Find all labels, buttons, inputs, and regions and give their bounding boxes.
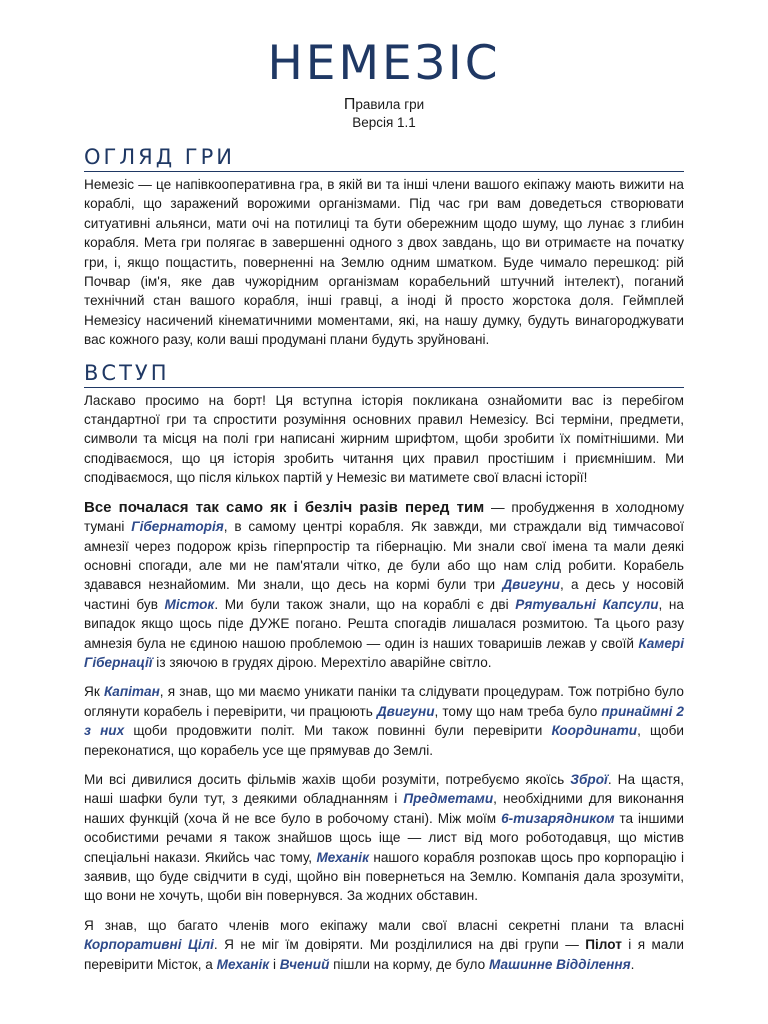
term-items: Предметами (403, 791, 494, 807)
text-run: — пробудження в холодному тумані (84, 499, 684, 535)
term-revolver: 6-тизарядником (501, 810, 615, 826)
text-run: щоби продовжити політ. Ми також повинні були перевірити (124, 723, 552, 739)
term-captain: Капітан (103, 684, 160, 700)
text-run: , необхідними для виконання наших функцій (хоча й не все було в робочому стані). Між моїм (84, 791, 684, 826)
section-heading-intro: ВСТУП (84, 361, 684, 388)
term-hibernation-chamber: Камері Гібернації (84, 635, 684, 670)
text-run: і (269, 956, 280, 972)
document-version: Версія 1.1 (352, 115, 416, 130)
story-paragraph-4 (84, 916, 684, 974)
text-run: Як (84, 684, 104, 700)
text-run: . Ми були також знали, що на кораблі є дві (214, 596, 516, 612)
subtitle-rest: равила гри (355, 97, 425, 112)
text-run: Я знав, що багато членів мого екіпажу мали свої власні секретні плани та власні (84, 917, 684, 933)
term-engines: Двигуни (376, 703, 435, 719)
text-run: , тому що нам треба було (434, 703, 602, 719)
text-run: , на випадок якщо щось піде ДУЖЕ погано. Решта спогадів лишалася розмитою. Та цього разу амнезія була не єдиною нашою проблемою — один із наших товаришів лежав у своїй (84, 596, 684, 651)
term-at-least-two: принаймні 2 з них (84, 703, 684, 739)
text-run: , в самому центрі корабля. Як завжди, ми страждали від тимчасової амнезії через подорож крізь гіперпростір та гібернацію. Ми знали свої імена та мали деякі основні спогади, але ми не пам'ятали чітко, де були або що нам слід робити. Корабель здавався незнайомим. Ми знали, що десь на кормі були три (84, 519, 685, 593)
term-mechanic: Механік (216, 956, 270, 972)
story-paragraph-1 (84, 498, 684, 673)
text-run: нашого корабля розпокав щось про корпорацію і заявив, що буде свідчити в суді, щойно він повернеться на Землю. Компанія дала зрозуміти, що вони не хочуть, щоби він повернувся. За жодних обставин. (84, 849, 685, 904)
intro-paragraph: Ласкаво просимо на борт! Ця вступна історія покликана ознайомити вас із перебігом стандартної гри та спростити розуміння основних правил Немезісу. Всі терміни, предмети, символи та місця на полі гри написані жирним шрифтом, щоби зробити їх помітнішими. Ми сподіваємося, що ця історія зробить читання цих правил простішим і приємнішим. Ми сподіваємося, що після кількох партій у Немезіс ви матимете свої власні історії! (84, 392, 684, 486)
story-lead: Все почалася так само як і безліч разів перед тим (84, 498, 485, 516)
section-intro (84, 391, 684, 974)
text-run: пішли на корму, де було (329, 956, 489, 972)
term-pilot: Пілот (585, 937, 622, 953)
section-heading-overview: ОГЛЯД ГРИ (84, 145, 684, 172)
text-run: і я мали перевірити Місток, а (84, 937, 684, 972)
term-bridge: Місток (164, 596, 215, 612)
story-paragraph-3 (84, 770, 684, 906)
term-escape-pods: Рятувальні Капсули (515, 596, 659, 612)
text-run: Ми всі дивилися досить фільмів жахів щоби розуміти, потребуємо якоїсь (84, 771, 571, 787)
subtitle-initial: П (343, 96, 356, 113)
term-corporate-goals: Корпоративні Цілі (84, 937, 214, 953)
story-paragraph-2 (84, 682, 684, 760)
section-overview (84, 175, 684, 350)
term-weapon: Зброї (570, 771, 608, 787)
term-scientist: Вчений (279, 956, 330, 972)
term-engine-room: Машинне Відділення (488, 956, 631, 972)
term-coordinates: Координати (551, 723, 638, 739)
text-run: , а десь у носовій частині був (84, 577, 685, 612)
text-run: . Я не міг їм довіряти. Ми розділилися на дві групи — (213, 937, 586, 953)
text-run: , я знав, що ми маємо уникати паніки та слідувати процедурам. Тож потрібно було оглянути корабель і перевірити, чи працюють (84, 684, 684, 719)
term-engines: Двигуни (502, 577, 560, 593)
text-run: та іншими особистими речами я також знайшов щось іще — лист від мого роботодавця, що містив спеціальні накази. Якийсь час тому, (84, 810, 684, 865)
text-run: із зяючою в грудях дірою. Мерехтіло аварійне світло. (152, 654, 492, 670)
text-run: , щоби переконатися, що корабель усе ще прямував до Землі. (84, 723, 684, 758)
term-mechanic: Механік (316, 849, 369, 865)
document-subtitle (84, 97, 684, 113)
term-hibernatorium: Гібернаторія (131, 519, 224, 535)
overview-paragraph: Немезіс — це напівкооперативна гра, в якій ви та інші члени вашого екіпажу мають вижити на кораблі, що заражений ворожими організмами. Під час гри вам доведеться створювати ситуативні альянси, мати очі на потилиці та бути обережним щодо шуму, що лунає з глибин корабля. Мета гри полягає в завершенні одного з двох завдань, що ви отримаєте на початку гри, і, якщо пощастить, поверненні на Землю одним шматком. Буде чимало перешкод: рій Почвар (ім'я, яке дав чужорідним організмам корабельний штучний інтелект), поганий технічний стан вашого корабля, інші гравці, а іноді й просто жорстока доля. Геймплей Немезісу насичений кінематичними моментами, які, на нашу думку, будуть винагороджувати вас кожного разу, коли ваші продумані плани будуть зруйновані. (84, 177, 684, 348)
document-title: НЕМЕЗІС (267, 36, 501, 91)
text-run: . (630, 956, 635, 972)
text-run: . На щастя, наші шафки були тут, з деякими обладнанням і (84, 771, 684, 807)
